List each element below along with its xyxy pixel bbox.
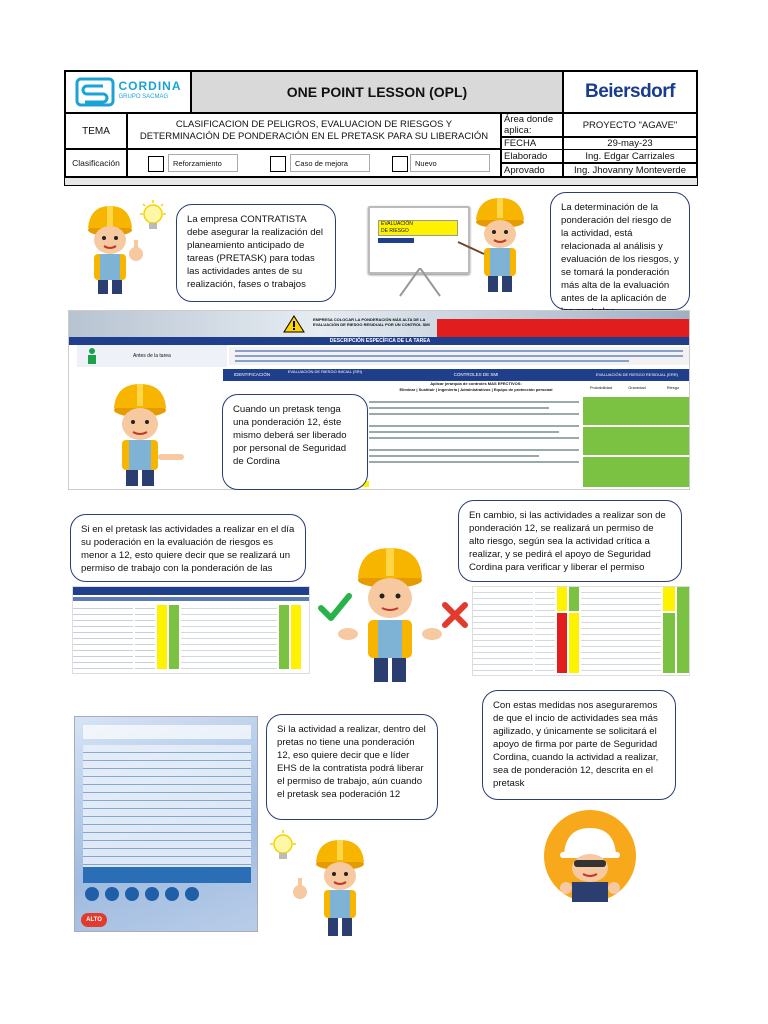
aprobado-value: Ing. Jhovanny Monteverde	[563, 163, 697, 177]
tema-text: CLASIFICACION DE PELIGROS, EVALUACION DE RIESGOS Y DETERMINACIÓN DE PONDERACIÓN EN EL PRETASK PARA SU LIBERACIÓN	[127, 113, 501, 149]
worker-pointing-icon	[96, 380, 188, 490]
beiersdorf-logo: Beiersdorf	[563, 71, 697, 113]
col-controles: CONTROLES DE SMI	[369, 369, 583, 381]
warning-icon	[283, 315, 305, 333]
tema-label: TEMA	[65, 113, 127, 149]
board-line-2: DE RIESGO	[381, 228, 409, 234]
elaborado-value: Ing. Edgar Carrizales	[563, 149, 697, 163]
page-title: ONE POINT LESSON (OPL)	[191, 71, 563, 113]
cordina-sub: GRUPO SACMAG	[118, 94, 169, 100]
reforzamiento-checkbox[interactable]	[148, 156, 164, 172]
nuevo-checkbox[interactable]	[392, 156, 408, 172]
caso-mejora-checkbox[interactable]	[270, 156, 286, 172]
area-label: Área donde aplica:	[501, 113, 563, 137]
bubble-ponderacion: La determinación de la ponderación del riesgo de la actividad, está relacionada al análisis y evaluación de los riesgos, y se tomará la ponderación más alta de la evaluación antes de la aplicación de	[550, 192, 690, 310]
bubble-ponderacion-12: En cambio, si las actividades a realizar son de ponderación 12, se realizará un permiso de alto riesgo, según sea la actividad crítica a realizar, y se pedirá el apoyo de Seguridad Cordina para verificar y liberar el permiso	[458, 500, 682, 582]
worker-thumbs-up-icon	[290, 836, 380, 946]
elaborado-label: Elaborado	[501, 149, 563, 163]
sub-probabilidad: Probabilidad	[589, 385, 613, 390]
stop-stamp: ALTO	[81, 913, 107, 927]
area-value: PROYECTO "AGAVE"	[563, 113, 697, 137]
lightbulb-icon	[138, 200, 168, 234]
pretask-desc-lines	[229, 347, 689, 365]
worker-pointing-icon	[454, 194, 544, 302]
board-stand	[390, 268, 450, 298]
controls-text-lines	[369, 397, 579, 483]
pretask-activity-box	[77, 345, 227, 367]
permit-sheet-left	[72, 586, 310, 674]
permit-photo	[74, 716, 258, 932]
pretask-activity-label: Antes de la tarea	[133, 353, 171, 359]
pretask-warning: EMPRESA COLOCAR LA PONDERACIÓN MÁS ALTA DE LA EVALUACIÓN DE RIESGO RESIDUAL POR UN CONTROL SMI	[313, 317, 430, 327]
clasificacion-label: Clasificación	[65, 149, 127, 177]
residual-row-3	[583, 457, 690, 487]
controls-sub: Eliminar | Sustituir | Ingeniería | Administrativos | Equipo de protección personal	[399, 387, 553, 392]
controls-header	[369, 381, 583, 395]
col-eval-residual: EVALUACIÓN DE RIESGO RESIDUAL (ERR)	[583, 369, 690, 381]
col-identificacion: IDENTIFICACIÓN	[223, 369, 281, 381]
board-line-1: EVALUACIÓN	[381, 221, 413, 227]
permit-sheet-right	[472, 586, 690, 676]
cordina-name: CORDINA	[118, 79, 182, 93]
sub-riesgo: Riesgo	[666, 385, 680, 390]
bubble-menor-12: Si en el pretask las actividades a realizar en el día su poderación en la evaluación de riesgos es menor a 12, esto quiere decir que se realizará un permiso de trabajo con la ponderación de las	[70, 514, 306, 582]
header-footer-strip	[65, 177, 697, 185]
residual-row-1	[583, 397, 690, 425]
worker-shrugging-icon	[338, 544, 442, 686]
col-eval-inicial: EVALUACIÓN DE RIESGO INICIAL (SRI)	[281, 369, 369, 381]
opl-header	[64, 70, 698, 186]
cordina-logo	[65, 71, 191, 113]
person-icon	[85, 347, 99, 365]
nuevo-label: Nuevo	[410, 154, 490, 172]
bubble-medidas: Con estas medidas nos aseguraremos de que el incio de actividades sea más agilizado, y únicamente se solicitará el apoyo de firma por parte de Seguridad Cordina, cuando la actividad a realizar, sea de ponderación 12, descrita en el pretask	[482, 690, 676, 800]
caso-mejora-label: Caso de mejora	[290, 154, 370, 172]
residual-row-2	[583, 427, 690, 455]
bubble-contratista: La empresa CONTRATISTA debe asegurar la realización del planeamiento anticipado de tareas (PRETASK) para todas las actividades antes de su realización, fases o trabajos	[176, 204, 336, 302]
fecha-value: 29-may-23	[563, 137, 697, 150]
bubble-lider-ehs: Si la actividad a realizar, dentro del pretas no tiene una ponderación 12, eso quiere decir que e líder EHS de la contratista podrá liberar el permiso de trabajo, aún cuando el pretask sea poderación 12	[266, 714, 438, 820]
reforzamiento-label: Reforzamiento	[168, 154, 238, 172]
clasificacion-options	[127, 149, 501, 177]
cross-mark-icon	[440, 600, 470, 630]
cordina-logo-icon	[75, 77, 115, 107]
pretask-red-bar	[437, 319, 690, 337]
worker-avatar-icon	[542, 808, 638, 904]
aprobado-label: Aprovado	[501, 163, 563, 177]
sub-gravedad: Gravedad	[628, 385, 646, 390]
bubble-liberado: Cuando un pretask tenga una ponderación 12, éste mismo deberá ser liberado por personal de Seguridad de Cordina	[222, 394, 368, 490]
controls-title: Aplicar jerarquía de controles MAS EFECTIVOS:	[430, 381, 522, 386]
fecha-label: FECHA	[501, 137, 563, 150]
pretask-desc-header: DESCRIPCIÓN ESPECÍFICA DE LA TAREA	[69, 337, 690, 345]
